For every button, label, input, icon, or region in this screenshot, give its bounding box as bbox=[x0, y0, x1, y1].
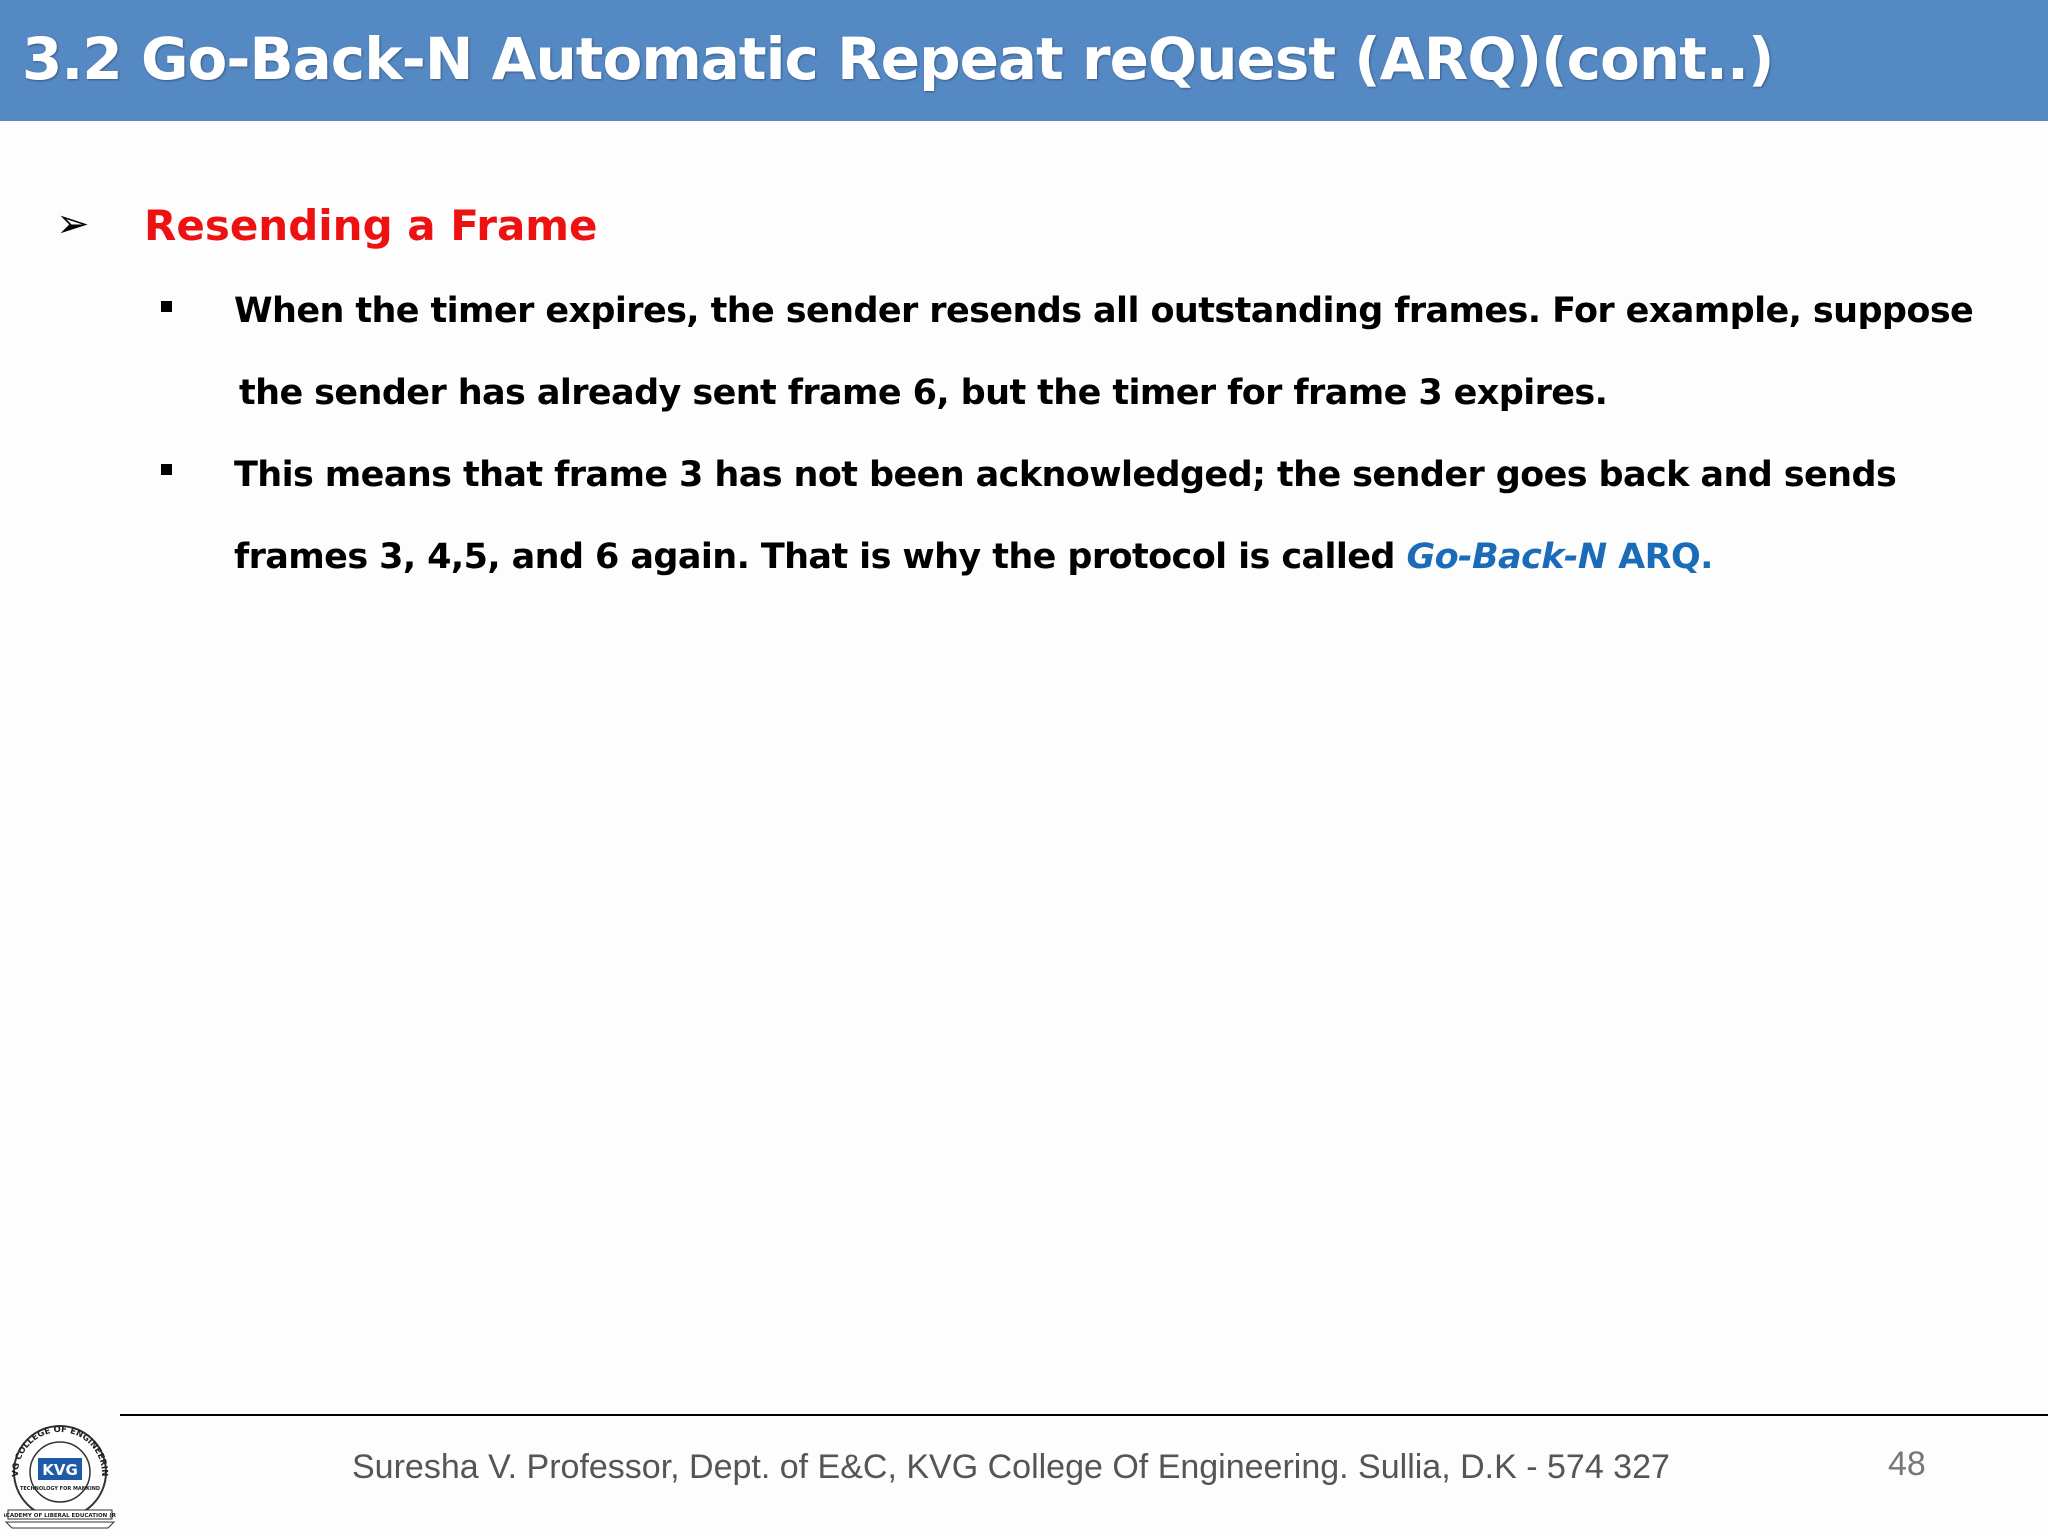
go-back-n-term: Go-Back-N bbox=[1406, 537, 1607, 577]
logo-banner: ACADEMY OF LIBERAL EDUCATION (R) bbox=[4, 1513, 116, 1519]
arrow-bullet-icon: ➢ bbox=[56, 201, 90, 247]
arq-term: ARQ. bbox=[1606, 537, 1713, 577]
page-number: 48 bbox=[1888, 1445, 1926, 1483]
section-heading: Resending a Frame bbox=[144, 201, 598, 250]
square-bullet-icon bbox=[161, 301, 172, 312]
logo-center-text: KVG bbox=[42, 1461, 78, 1479]
bullet-2-line-1: This means that frame 3 has not been acknowledged; the sender goes back and sends bbox=[234, 455, 1897, 495]
slide-title: 3.2 Go-Back-N Automatic Repeat reQuest (ARQ)(cont..) bbox=[22, 25, 1774, 93]
title-bar bbox=[0, 0, 2048, 121]
bullet-1-line-2: the sender has already sent frame 6, but the timer for frame 3 expires. bbox=[239, 373, 1608, 413]
square-bullet-icon bbox=[161, 464, 172, 475]
logo-ring-text: VG COLLEGE OF ENGINEERIN bbox=[10, 1424, 110, 1477]
logo-motto: TECHNOLOGY FOR MANKIND bbox=[19, 1486, 101, 1492]
footer-text: Suresha V. Professor, Dept. of E&C, KVG College Of Engineering. Sullia, D.K - 574 327 bbox=[352, 1448, 1670, 1486]
bullet-2-line-2-text: frames 3, 4,5, and 6 again. That is why the protocol is called bbox=[234, 537, 1407, 577]
college-logo bbox=[4, 1418, 116, 1530]
footer-divider bbox=[120, 1414, 2048, 1416]
bullet-2-line-2 bbox=[234, 532, 1713, 582]
bullet-1-line-1: When the timer expires, the sender resends all outstanding frames. For example, suppose bbox=[234, 291, 1974, 331]
